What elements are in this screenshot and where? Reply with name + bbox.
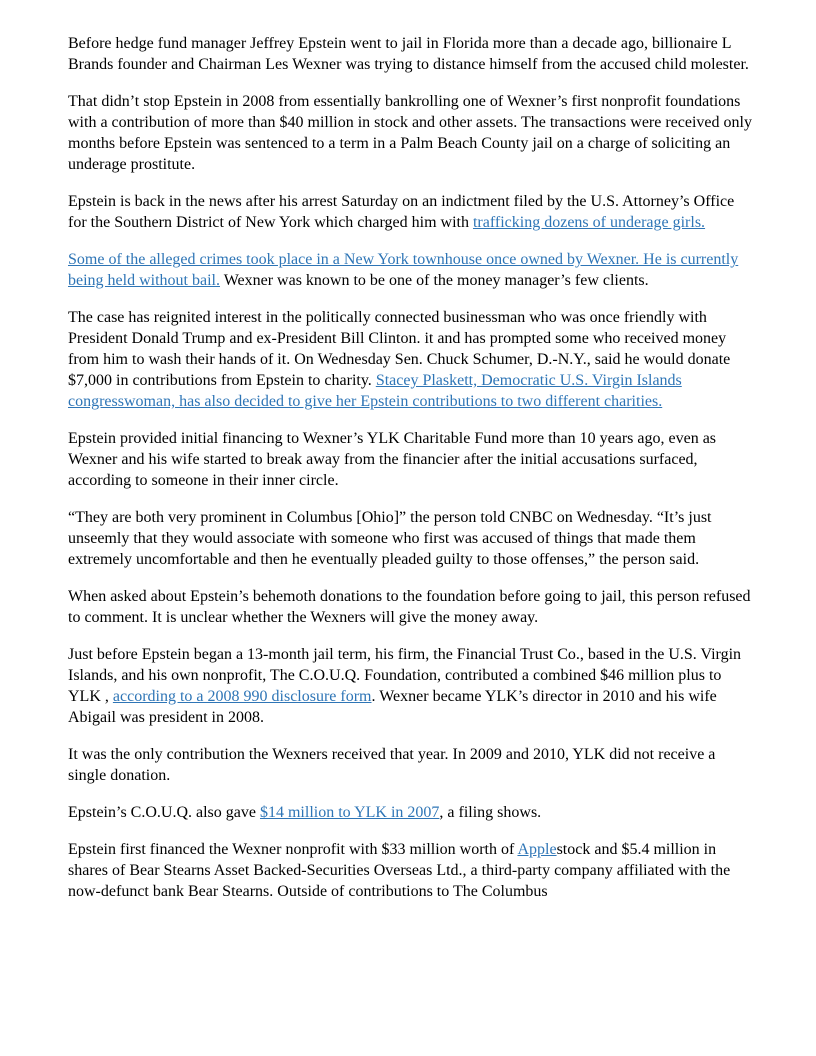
- paragraph-text: The case has reignited interest in the politically connected businessman who was once friendly with President Donald Trump and ex-President Bill Clinton. it and has prompted some who received money from him to wash their hands of it. On Wednesday Sen. Chuck Schumer, D.-N.Y., said he would donate $7,000 in contributions from Epstein to charity.: [68, 309, 731, 389]
- paragraph-text: “They are both very prominent in Columbus [Ohio]” the person told CNBC on Wednesday. “It’s just unseemly that they would associate with someone who first was accused of things that made them extremely uncomfortable and then he eventually pleaded guilty to those offenses,” the person said.: [68, 509, 712, 568]
- inline-link[interactable]: trafficking dozens of underage girls.: [472, 214, 706, 231]
- inline-link[interactable]: $14 million to YLK in 2007: [259, 804, 440, 821]
- paragraph-text: Epstein is back in the news after his arrest Saturday on an indictment filed by the U.S. Attorney’s Office for the Southern District of New York which charged him with: [68, 193, 735, 231]
- paragraph-text: It was the only contribution the Wexners received that year. In 2009 and 2010, YLK did not receive a single donation.: [68, 746, 716, 784]
- paragraph: [68, 644, 755, 728]
- paragraph-text: Epstein’s C.O.U.Q. also gave: [68, 804, 260, 821]
- paragraph: [68, 839, 755, 902]
- paragraph-text: , a filing shows.: [439, 804, 542, 821]
- paragraph-text: Before hedge fund manager Jeffrey Epstein went to jail in Florida more than a decade ago, billionaire L Brands founder and Chairman Les Wexner was trying to distance himself from the accused child molester.: [68, 35, 749, 73]
- paragraph: [68, 191, 755, 233]
- paragraph: [68, 507, 755, 570]
- inline-link[interactable]: Stacey Plaskett, Democratic U.S. Virgin Islands congresswoman, has also decided to give her Epstein contributions to two different charities.: [68, 372, 682, 410]
- paragraph-text: Epstein first financed the Wexner nonprofit with $33 million worth of: [68, 841, 518, 858]
- paragraph: [68, 744, 755, 786]
- paragraph-text: stock and $5.4 million in shares of Bear Stearns Asset Backed-Securities Overseas Ltd., a third-party company affiliated with the now-defunct bank Bear Stearns. Outside of contributions to The Columbus: [68, 841, 731, 900]
- paragraph: [68, 307, 755, 412]
- inline-link[interactable]: according to a 2008 990 disclosure form: [112, 688, 372, 705]
- article-body: [68, 33, 755, 902]
- paragraph-text: Wexner was known to be one of the money manager’s few clients.: [219, 272, 649, 289]
- paragraph-text: That didn’t stop Epstein in 2008 from essentially bankrolling one of Wexner’s first nonprofit foundations with a contribution of more than $40 million in stock and other assets. The transactions were received only months before Epstein was sentenced to a term in a Palm Beach County jail on a charge of soliciting an underage prostitute.: [68, 93, 752, 173]
- inline-link[interactable]: Some of the alleged crimes took place in a New York townhouse once owned by Wexner. He is currently being held without bail.: [68, 251, 739, 289]
- paragraph-text: . Wexner became YLK’s director in 2010 and his wife Abigail was president in 2008.: [68, 688, 717, 726]
- paragraph: [68, 428, 755, 491]
- paragraph: [68, 249, 755, 291]
- paragraph-text: When asked about Epstein’s behemoth donations to the foundation before going to jail, this person refused to comment. It is unclear whether the Wexners will give the money away.: [68, 588, 751, 626]
- paragraph: [68, 33, 755, 75]
- paragraph-text: Just before Epstein began a 13-month jail term, his firm, the Financial Trust Co., based in the U.S. Virgin Islands, and his own nonprofit, The C.O.U.Q. Foundation, contributed a combined $46 million plus to YLK ,: [68, 646, 742, 705]
- paragraph: [68, 802, 755, 823]
- paragraph: [68, 91, 755, 175]
- paragraph-text: Epstein provided initial financing to Wexner’s YLK Charitable Fund more than 10 years ago, even as Wexner and his wife started to break away from the financier after the initial accusations surfaced, according to someone in their inner circle.: [68, 430, 717, 489]
- inline-link[interactable]: Apple: [517, 841, 557, 858]
- paragraph: [68, 586, 755, 628]
